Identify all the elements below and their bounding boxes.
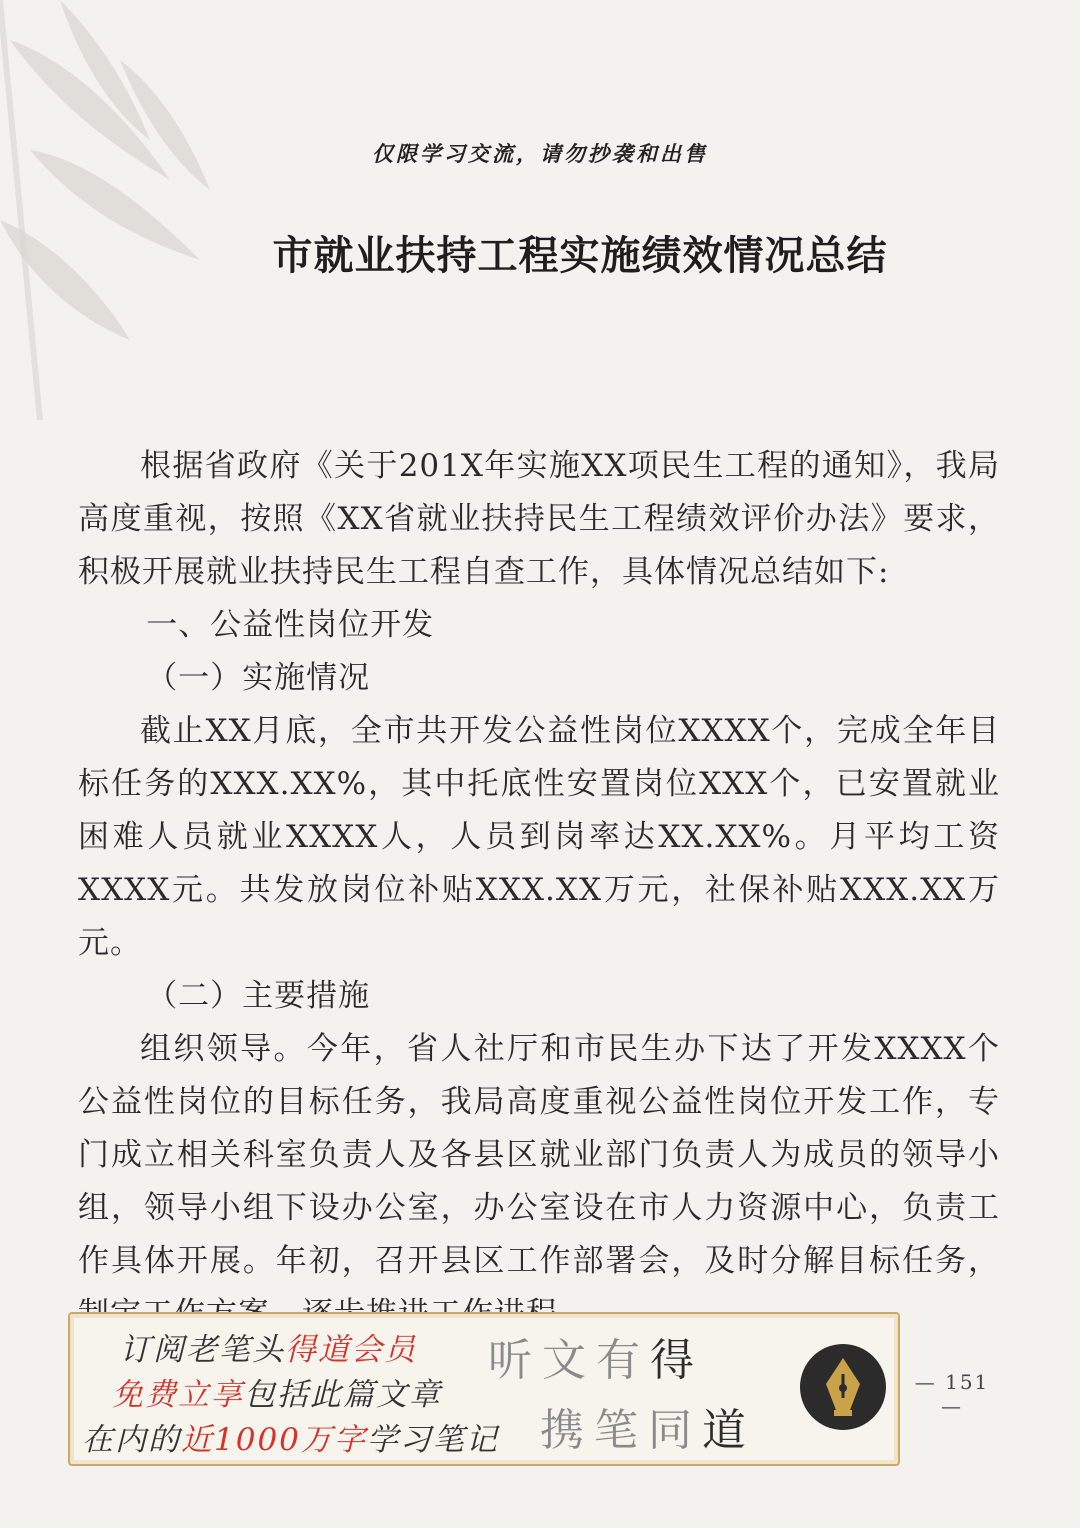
subsection-heading: （二）主要措施 xyxy=(146,978,371,1014)
fountain-pen-nib-icon xyxy=(800,1344,886,1430)
bamboo-leaves-decoration xyxy=(0,0,260,420)
banner-text: 在内的 xyxy=(82,1422,181,1458)
slogan-text: 携笔同 xyxy=(540,1405,702,1456)
subsection-heading: （一）实施情况 xyxy=(146,660,371,696)
measures-paragraph xyxy=(78,1023,1000,1341)
document-title: 市就业扶持工程实施绩效情况总结 xyxy=(272,232,888,279)
intro-paragraph: 根据省政府《关于201X年实施XX项民生工程的通知》，我局高度重视，按照《XX省就业扶持民生工程绩效评价办法》要求，积极开展就业扶持民生工程自查工作，具体情况总结如下: xyxy=(78,448,1000,590)
slogan-emphasis: 道 xyxy=(702,1405,756,1456)
banner-slogan xyxy=(540,1394,756,1458)
subscription-banner[interactable] xyxy=(68,1312,900,1466)
banner-text: 学习笔记 xyxy=(366,1422,499,1458)
paragraph-text: 今年，省人社厅和市民生办下达了开发XXXX个公益性岗位的目标任务，我局高度重视公益性岗位开发工作，专门成立相关科室负责人及各县区就业部门负责人为成员的领导小组，领导小组下设办公室，办公室设在市人力资源中心，负责工作具体开展。年初，召开县区工作部署会，及时分解目标任务， xyxy=(78,1031,1001,1279)
section-heading: 一、公益性岗位开发 xyxy=(146,607,435,643)
banner-line xyxy=(120,1324,417,1369)
banner-line xyxy=(112,1369,442,1414)
slogan-text: 听文有 xyxy=(488,1335,650,1386)
banner-highlight: 得道会员 xyxy=(285,1332,417,1368)
banner-text: 订阅老笔头 xyxy=(120,1332,285,1368)
paragraph-lead: 组织领导。 xyxy=(140,1031,307,1067)
banner-slogan xyxy=(488,1324,704,1388)
banner-line xyxy=(82,1414,499,1459)
usage-notice: 仅限学习交流，请勿抄袭和出售 xyxy=(372,141,708,166)
document-body xyxy=(78,440,1000,1341)
implementation-paragraph: 截止XX月底，全市共开发公益性岗位XXXX个，完成全年目标任务的XXX.XX%，其中托底性安置岗位XXX个，已安置就业困难人员就业XXXX人，人员到岗率达XX.XX%。月平均工资XXXX元。共发放岗位补贴XXX.XX万元，社保补贴XXX.XX万元。 xyxy=(78,713,1000,961)
slogan-emphasis: 得 xyxy=(650,1335,704,1386)
banner-highlight: 免费立享 xyxy=(112,1377,244,1413)
page-number: — 151 — xyxy=(914,1370,990,1418)
banner-highlight: 近1000万字 xyxy=(181,1422,367,1458)
banner-text: 包括此篇文章 xyxy=(244,1377,442,1413)
